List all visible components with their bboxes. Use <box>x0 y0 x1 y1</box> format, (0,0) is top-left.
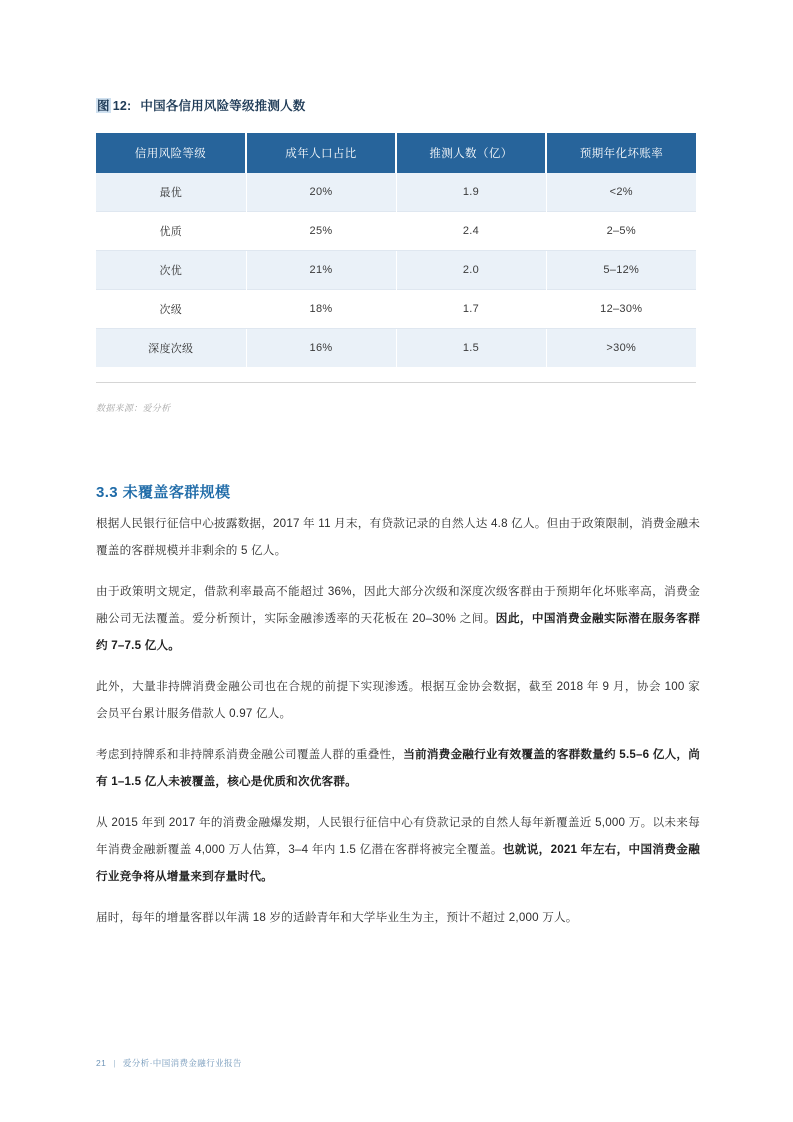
text-run-bold: 当前消费金融行业有效覆盖的客群数量约 5.5–6 亿人，尚有 1–1.5 亿人未被覆盖，核心是优质和次优客群。 <box>96 748 700 788</box>
cell-count: 1.9 <box>396 173 546 212</box>
cell-count: 1.7 <box>396 290 546 329</box>
cell-rate: <2% <box>546 173 696 212</box>
table-row <box>96 290 696 329</box>
cell-count: 2.4 <box>396 212 546 251</box>
cell-grade: 次优 <box>96 251 246 290</box>
table-row <box>96 173 696 212</box>
text-run: 此外，大量非持牌消费金融公司也在合规的前提下实现渗透。根据互金协会数据，截至 2018 年 9 月，协会 100 家会员平台累计服务借款人 0.97 亿人。 <box>96 680 700 720</box>
text-run-bold: 因此，中国消费金融实际潜在服务客群约 7–7.5 亿人。 <box>96 612 700 652</box>
cell-share: 16% <box>246 329 396 368</box>
paragraph-1 <box>96 510 700 564</box>
cell-count: 1.5 <box>396 329 546 368</box>
section-heading: 3.3 未覆盖客群规模 <box>96 484 231 501</box>
cell-grade: 最优 <box>96 173 246 212</box>
footer-page-number: 21 <box>96 1058 107 1068</box>
figure-number: 12: <box>112 99 132 113</box>
text-run: 从 2015 年到 2017 年的消费金融爆发期，人民银行征信中心有贷款记录的自然人每年新覆盖近 5,000 万。以未来每年消费金融新覆盖 4,000 万人估算，3–4 年内 1.5 亿潜在客群将被完全覆盖。 <box>96 816 700 856</box>
source-note: 数据来源：爱分析 <box>96 403 171 413</box>
source-divider <box>96 382 696 383</box>
table-row <box>96 212 696 251</box>
column-header-share: 成年人口占比 <box>246 133 396 173</box>
cell-share: 21% <box>246 251 396 290</box>
figure-mark-label: 图 <box>97 99 110 113</box>
cell-rate: 12–30% <box>546 290 696 329</box>
section-body <box>96 510 700 945</box>
table-row <box>96 329 696 368</box>
page-footer <box>96 1057 242 1069</box>
figure-title-text: 中国各信用风险等级推测人数 <box>140 99 306 113</box>
text-run: 由于政策明文规定，借款利率最高不能超过 36%，因此大部分次级和深度次级客群由于预期年化坏账率高，消费金融公司无法覆盖。爱分析预计，实际金融渗透率的天花板在 20–30% 之间。 <box>96 585 700 625</box>
table-header <box>96 133 696 173</box>
table-body <box>96 173 696 367</box>
footer-report-title: 爱分析·中国消费金融行业报告 <box>122 1058 242 1068</box>
column-header-rate: 预期年化坏账率 <box>546 133 696 173</box>
paragraph-4 <box>96 741 700 795</box>
cell-rate: 5–12% <box>546 251 696 290</box>
cell-share: 18% <box>246 290 396 329</box>
footer-separator: | <box>113 1058 116 1068</box>
text-run-bold: 也就说，2021 年左右，中国消费金融行业竞争将从增量来到存量时代。 <box>96 843 700 883</box>
cell-grade: 优质 <box>96 212 246 251</box>
cell-share: 20% <box>246 173 396 212</box>
credit-risk-table <box>96 133 696 367</box>
paragraph-6 <box>96 904 700 931</box>
cell-share: 25% <box>246 212 396 251</box>
cell-grade: 次级 <box>96 290 246 329</box>
paragraph-2 <box>96 578 700 659</box>
text-run: 根据人民银行征信中心披露数据，2017 年 11 月末，有贷款记录的自然人达 4.8 亿人。但由于政策限制，消费金融未覆盖的客群规模并非剩余的 5 亿人。 <box>96 517 700 557</box>
text-run: 届时，每年的增量客群以年满 18 岁的适龄青年和大学毕业生为主，预计不超过 2,000 万人。 <box>96 911 578 924</box>
table-header-row <box>96 133 696 173</box>
cell-rate: >30% <box>546 329 696 368</box>
column-header-grade: 信用风险等级 <box>96 133 246 173</box>
cell-grade: 深度次级 <box>96 329 246 368</box>
cell-rate: 2–5% <box>546 212 696 251</box>
text-run: 考虑到持牌系和非持牌系消费金融公司覆盖人群的重叠性， <box>96 748 404 761</box>
table-row <box>96 251 696 290</box>
paragraph-3 <box>96 673 700 727</box>
cell-count: 2.0 <box>396 251 546 290</box>
column-header-count: 推测人数（亿） <box>396 133 546 173</box>
figure-title <box>96 96 305 114</box>
paragraph-5 <box>96 809 700 890</box>
